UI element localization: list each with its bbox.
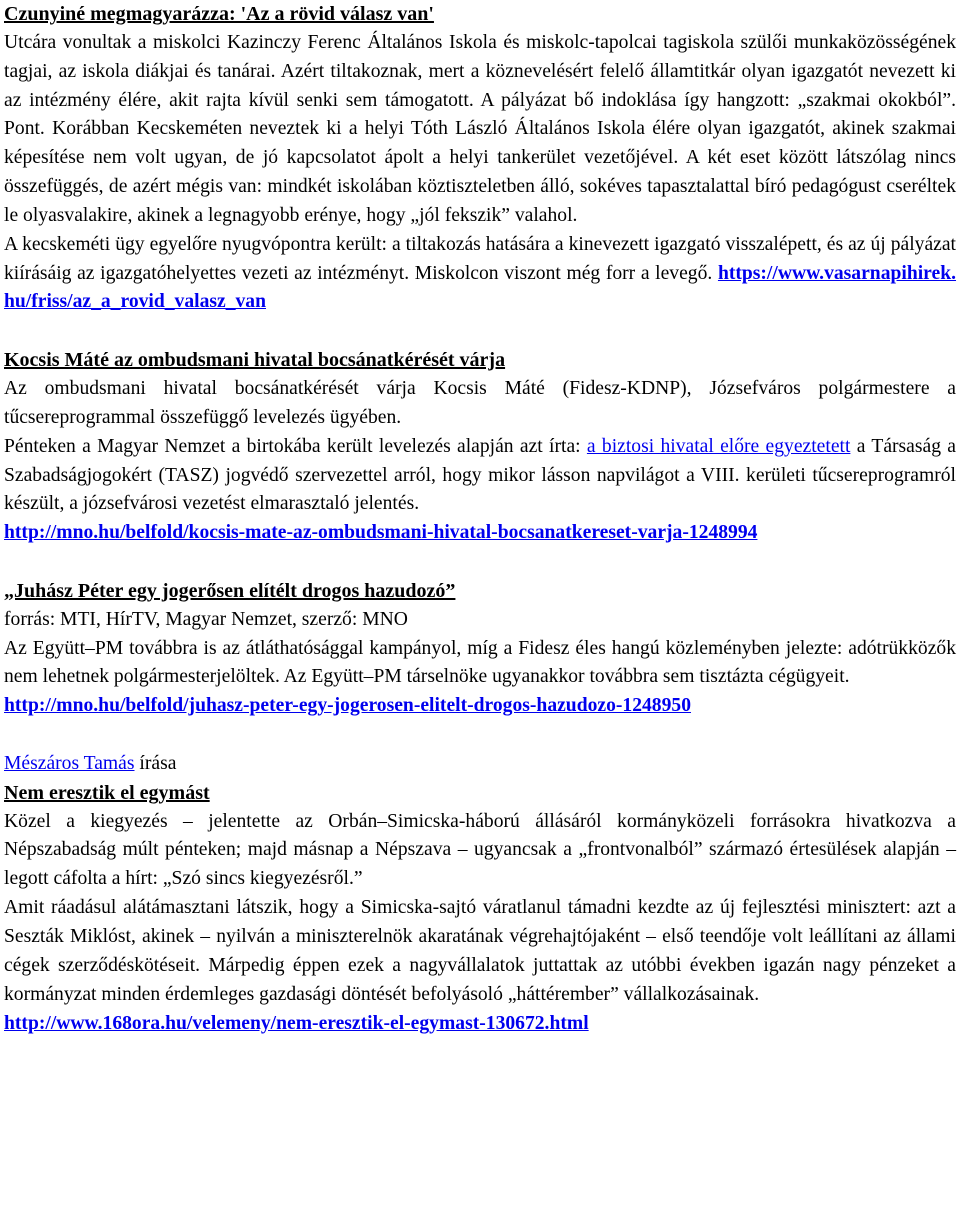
source-link[interactable]: https://www.vasarnapihirek.hu/friss/az_a_rovid_valasz_van [4,262,957,313]
article-czunyine [4,0,956,317]
article-paragraph [4,231,956,318]
article-title: Nem eresztik el egymást [4,781,210,804]
article-title: „Juhász Péter egy jogerősen elítélt drogos hazudozó” [4,579,456,602]
document-page [4,0,956,1038]
source-link-line [4,1010,956,1039]
spacer [4,721,956,750]
source-link[interactable]: http://www.168ora.hu/velemeny/nem-eresztik-el-egymast-130672.html [4,1012,589,1034]
article-paragraph: Amit ráadásul alátámasztani látszik, hogy a Simicska-sajtó váratlanul támadni kezdte az új fejlesztési minisztert: azt a Seszták Miklóst, akinek – nyilván a miniszterelnök akaratának végrehajtójaként – első teendője volt leállítani az állami cégek szerződéskötéseit. Márpedig éppen ezek a nagyvállalatok juttattak az utóbbi években igazán nagy pénzeket a kormányzat minden érdemleges gazdasági döntését befolyásoló „háttérember” vállalkozásainak. [4,897,956,1005]
article-paragraph [4,433,956,520]
spacer [4,548,956,577]
inline-link[interactable]: a biztosi hivatal előre egyeztetett [586,435,851,457]
article-paragraph: Az Együtt–PM továbbra is az átláthatósággal kampányol, míg a Fidesz éles hangú közleményben jelezte: adótrükközők nem lehetnek polgármesterjelöltek. Az Együtt–PM társelnöke ugyanakkor továbbra sem tisztázta cégügyeit. [4,637,956,688]
author-line [4,750,956,779]
source-link-line [4,519,956,548]
article-title: Kocsis Máté az ombudsmani hivatal bocsánatkérését várja [4,349,506,372]
author-suffix: írása [134,752,177,774]
article-paragraph-text: a Társaság a Szabadságjogokért (TASZ) jogvédő szervezettel arról, hogy mikor lásson napvilágot a VIII. kerületi tűcsereprogramról készült, a józsefvárosi vezetést elmarasztaló jelentés. [4,435,956,515]
spacer [4,317,956,346]
article-kocsis [4,346,956,548]
article-source: forrás: MTI, HírTV, Magyar Nemzet, szerző: MNO [4,608,408,630]
article-paragraph: Közel a kiegyezés – jelentette az Orbán–Simicska-háború állásáról kormányközeli forrásokra hivatkozva a Népszabadság múlt pénteken; majd másnap a Népszava – ugyancsak a „frontvonalból” származó értesülések alapján – legott cáfolta a hírt: „Szó sincs kiegyezésről.” [4,810,956,890]
article-meszaros [4,750,956,1038]
article-title: Czunyiné megmagyarázza: 'Az a rövid válasz van' [4,3,434,25]
source-link[interactable]: http://mno.hu/belfold/juhasz-peter-egy-jogerosen-elitelt-drogos-hazudozo-1248950 [4,695,691,717]
article-paragraph-text: Pénteken a Magyar Nemzet a birtokába került levelezés alapján azt írta: [4,435,587,457]
source-link-line [4,692,956,721]
article-paragraph: Az ombudsmani hivatal bocsánatkérését várja Kocsis Máté (Fidesz-KDNP), Józsefváros polgármestere a tűcsereprogrammal összefüggő levelezés ügyében. [4,377,956,428]
author-link[interactable]: Mészáros Tamás [4,752,135,774]
article-paragraph-text: A kecskeméti ügy egyelőre nyugvópontra került: a tiltakozás hatására a kinevezett igazgató visszalépett, és az új pályázat kiírásáig az igazgatóhelyettes vezeti az intézményt. Miskolcon viszont még forr a levegő. [4,233,956,284]
article-juhasz [4,577,956,721]
article-paragraph: Utcára vonultak a miskolci Kazinczy Ferenc Általános Iskola és miskolc-tapolcai tagiskola szülői munkaközösségének tagjai, az iskola diákjai és tanárai. Azért tiltakoznak, mert a köznevelésért felelő államtitkár olyan igazgatót nevezett ki az intézmény élére, akit rajta kívül senki sem támogatott. A pályázat bő indoklása így hangzott: „szakmai okokból”. Pont. Korábban Kecskeméten neveztek ki a helyi Tóth László Általános Iskola élére olyan igazgatót, akinek szakmai képesítése nem volt ugyan, de jó kapcsolatot ápolt a helyi tankerület vezetőjével. A két eset között látszólag nincs összefüggés, de azért mégis van: mindkét iskolában köztiszteletben álló, sokéves tapasztalattal bíró pedagógust cseréltek le olyasvalakire, akinek a legnagyobb erénye, hogy „jól fekszik” valahol. [4,31,956,226]
source-link[interactable]: http://mno.hu/belfold/kocsis-mate-az-ombudsmani-hivatal-bocsanatkereset-varja-1248994 [4,522,758,544]
